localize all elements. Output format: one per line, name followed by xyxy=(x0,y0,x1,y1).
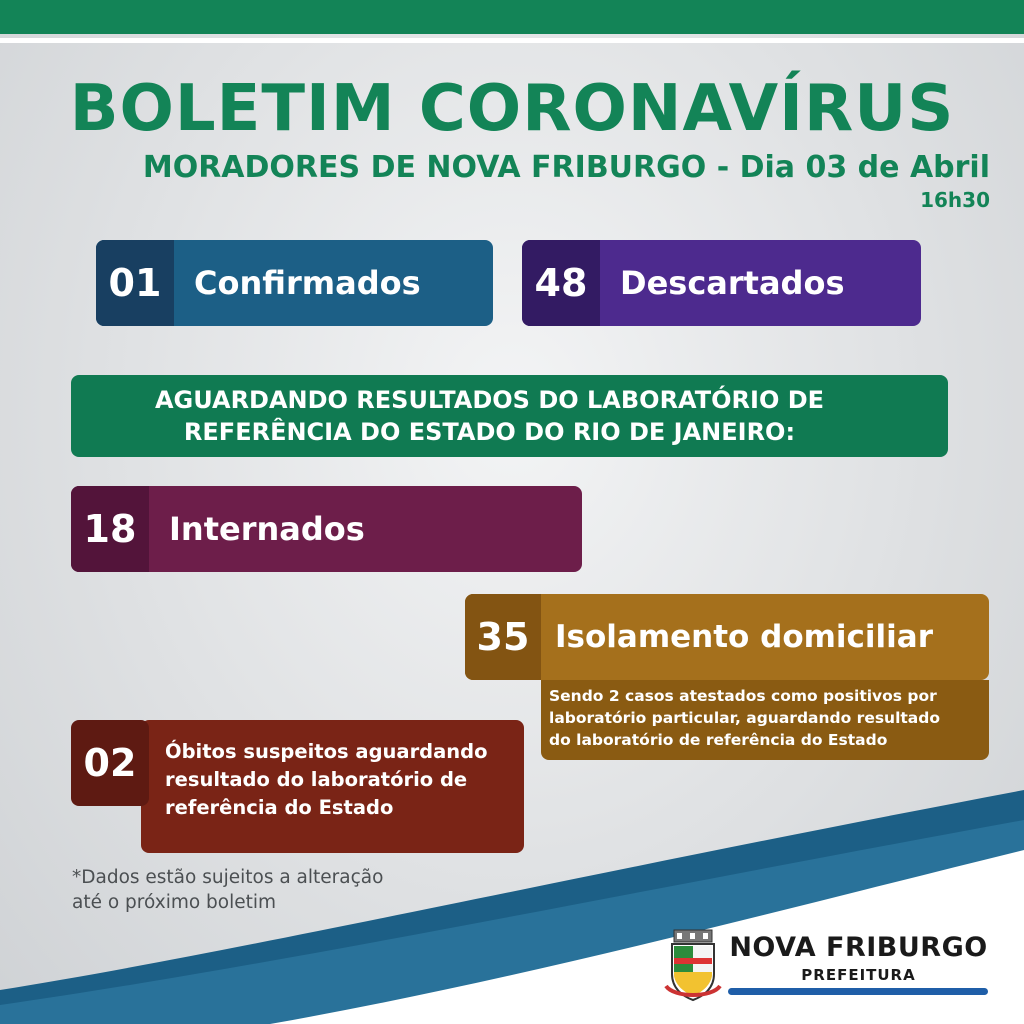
aguardando-banner xyxy=(71,375,948,457)
page-title: BOLETIM CORONAVÍRUS xyxy=(69,72,955,146)
internados-card xyxy=(71,486,582,572)
logo-subtitle: PREFEITURA xyxy=(801,966,916,984)
logo-name: NOVA FRIBURGO xyxy=(729,932,988,963)
logo-underline xyxy=(728,988,988,995)
obitos-card xyxy=(141,720,524,853)
isolamento-note-line: Sendo 2 casos atestados como positivos por xyxy=(549,687,937,705)
city-crest-icon xyxy=(664,928,722,1004)
top-white-line xyxy=(0,38,1024,43)
confirmados-card xyxy=(96,240,493,326)
descartados-count: 48 xyxy=(522,240,600,326)
confirmados-count: 01 xyxy=(96,240,174,326)
descartados-card xyxy=(522,240,921,326)
disclaimer-line: *Dados estão sujeitos a alteração xyxy=(72,867,384,888)
obitos-label-line: referência do Estado xyxy=(165,796,394,819)
isolamento-note xyxy=(541,680,989,760)
obitos-count: 02 xyxy=(71,720,149,806)
aguardando-line-1: AGUARDANDO RESULTADOS DO LABORATÓRIO DE xyxy=(154,386,825,414)
top-green-bar xyxy=(0,0,1024,34)
obitos-label-line: resultado do laboratório de xyxy=(165,768,468,791)
page-subtitle: MORADORES DE NOVA FRIBURGO - Dia 03 de Abril xyxy=(142,150,990,185)
obitos-label-line: Óbitos suspeitos aguardando xyxy=(165,740,488,763)
isolamento-card xyxy=(465,594,989,680)
isolamento-note-line: laboratório particular, aguardando resultado xyxy=(549,709,941,727)
internados-count: 18 xyxy=(71,486,149,572)
descartados-label: Descartados xyxy=(620,264,845,302)
isolamento-label: Isolamento domiciliar xyxy=(555,619,934,655)
isolamento-note-line: do laboratório de referência do Estado xyxy=(549,731,888,749)
aguardando-line-2: REFERÊNCIA DO ESTADO DO RIO DE JANEIRO: xyxy=(183,418,796,446)
internados-label: Internados xyxy=(169,510,365,548)
disclaimer xyxy=(72,865,492,915)
isolamento-count: 35 xyxy=(465,594,541,680)
disclaimer-line: até o próximo boletim xyxy=(72,892,277,913)
bulletin-time: 16h30 xyxy=(920,188,990,212)
confirmados-label: Confirmados xyxy=(194,264,421,302)
